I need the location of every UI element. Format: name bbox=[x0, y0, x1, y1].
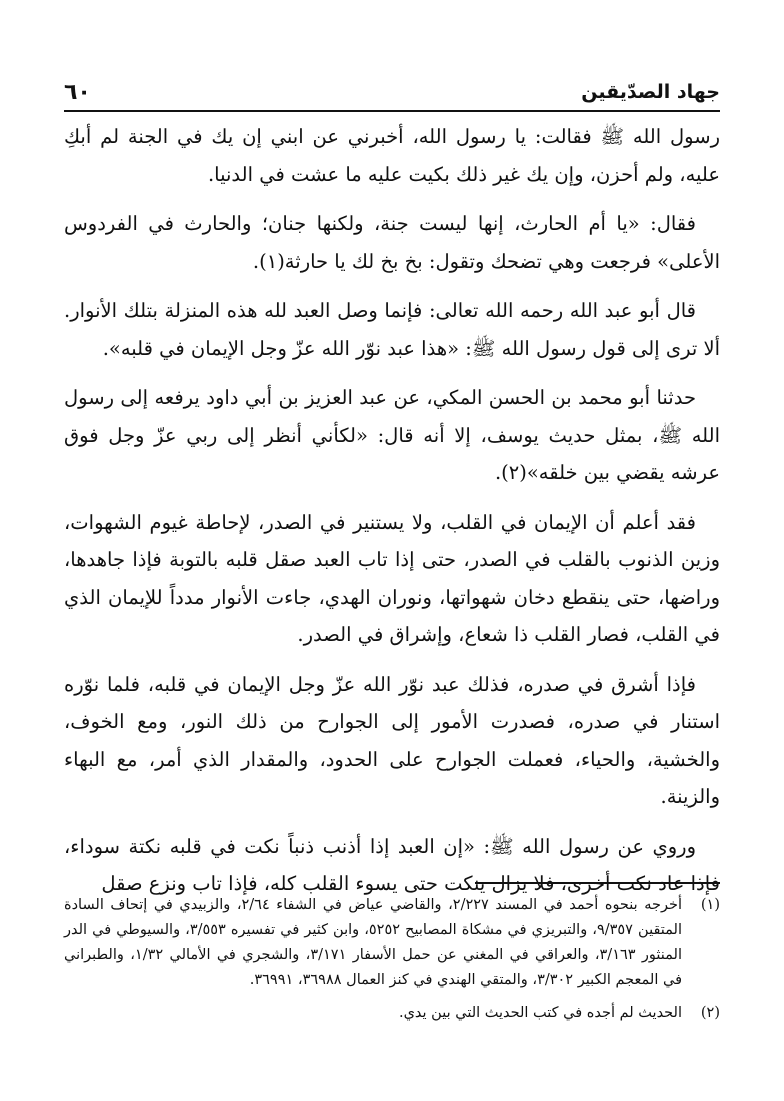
paragraph: فإذا أشرق في صدره، فذلك عبد نوّر الله عزّ وجل الإيمان في قلبه، فلما نوّره استنار في صدره، فصدرت الأمور إلى الجوارح من ذلك النور، ومع الخوف، والخشية، والحياء، فعملت الجوارح على الحدود، والمقدار الذي أمر، مع البهاء والزينة. bbox=[64, 672, 720, 808]
paragraph: فقد أعلم أن الإيمان في القلب، ولا يستنير في الصدر، لإحاطة غيوم الشهوات، وزين الذنوب بالقلب في الصدر، حتى إذا تاب العبد صقل قلبه بالتوبة فإذا جاهدها، وراضها، حتى ينقطع دخان شهواتها، ونوران الهدي، جاءت الأنوار مدداً للإيمان الذي في القلب، فصار القلب ذا شعاع، وإشراق في الصدر. bbox=[64, 510, 720, 646]
footnote-text: الحديث لم أجده في كتب الحديث التي بين يدي. bbox=[398, 1005, 682, 1021]
paragraph: وروي عن رسول الله ﷺ: «إن العبد إذا أذنب ذنباً نكت في قلبه نكتة سوداء، فإذا عاد نكت أخرى، فلا يزال ينكت حتى يسوء القلب كله، فإذا تاب ونزع صقل bbox=[64, 834, 720, 895]
paragraph: قال أبو عبد الله رحمه الله تعالى: فإنما وصل العبد لله هذه المنزلة بتلك الأنوار. ألا ترى إلى قول رسول الله ﷺ: «هذا عبد نوّر الله عزّ وجل الإيمان في قلبه». bbox=[64, 299, 720, 360]
footnote bbox=[64, 1001, 720, 1026]
running-title: جهاد الصدّيقين bbox=[581, 81, 720, 103]
footnote bbox=[64, 893, 720, 993]
main-text bbox=[64, 118, 720, 915]
footnote-number: (٢) bbox=[700, 1005, 720, 1021]
page-header bbox=[64, 74, 720, 112]
footnote-separator bbox=[475, 882, 720, 884]
page-number: ٦٠ bbox=[64, 79, 91, 105]
paragraph: فقال: «يا أم الحارث، إنها ليست جنة، ولكنها جنان؛ والحارث في الفردوس الأعلى» فرجعت وهي تضحك وتقول: بخ بخ لك يا حارثة(١). bbox=[64, 212, 720, 273]
footnotes bbox=[64, 893, 720, 1034]
footnote-number: (١) bbox=[700, 897, 720, 913]
paragraph: رسول الله ﷺ فقالت: يا رسول الله، أخبرني عن ابني إن يك في الجنة لم أبكِ عليه، ولم أحزن، وإن يك غير ذلك بكيت عليه ما عشت في الدنيا. bbox=[64, 125, 720, 186]
footnote-text: أخرجه بنحوه أحمد في المسند ٢/٢٢٧، والقاضي عياض في الشفاء ٢/٦٤، والزبيدي في إتحاف السادة المتقين ٩/٣٥٧، والتبريزي في مشكاة المصابيح ٥٢٥٢، وابن كثير في تفسيره ٣/٥٥٣، والسيوطي في الدر المنثور ٣/١٦٣، والعراقي في المغني عن حمل الأسفار ٣/١٧١، والشجري في الأمالي ١/٣٢، والطبراني في المعجم الكبير ٣/٣٠٢، والمتقي الهندي في كنز العمال ٣٦٩٨٨، ٣٦٩٩١. bbox=[64, 897, 682, 988]
paragraph: حدثنا أبو محمد بن الحسن المكي، عن عبد العزيز بن أبي داود يرفعه إلى رسول الله ﷺ، بمثل حديث يوسف، إلا أنه قال: «لكأني أنظر إلى ربي عزّ وجل فوق عرشه يقضي بين خلقه»(٢). bbox=[64, 386, 720, 484]
